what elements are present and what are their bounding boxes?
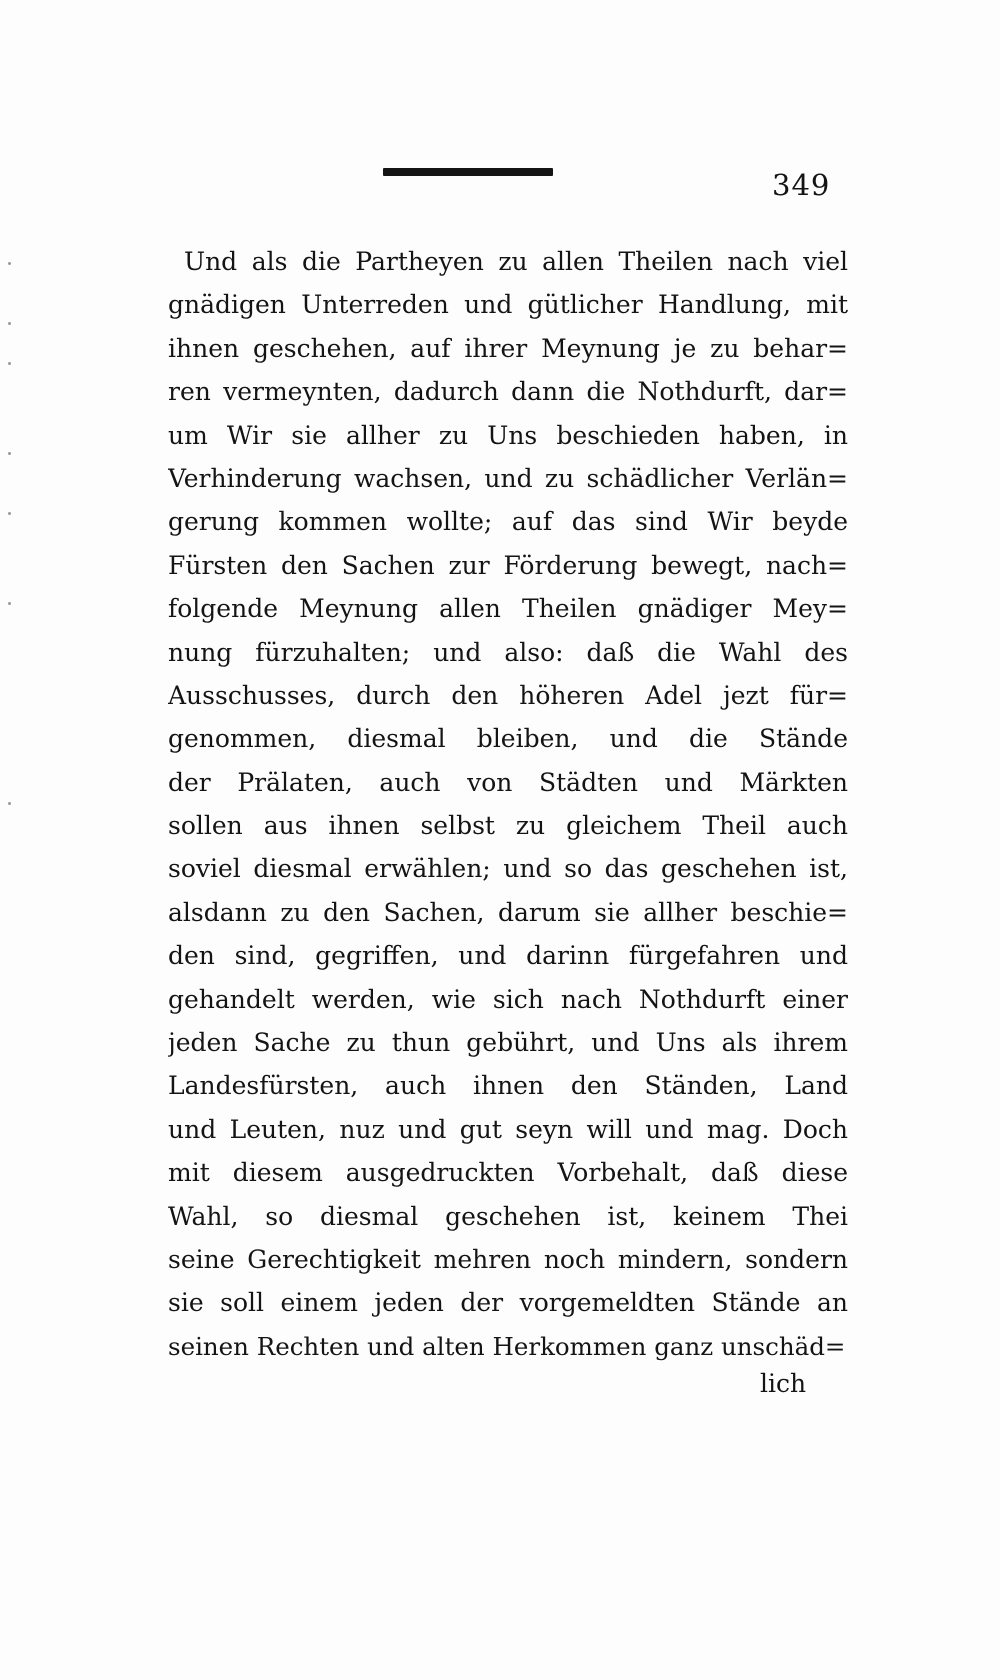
text-line: ren vermeynten, dadurch dann die Nothdurft, dar=: [168, 377, 848, 407]
text-line: folgende Meynung allen Theilen gnädiger Mey=: [168, 594, 848, 624]
text-line: um Wir sie allher zu Uns beschieden haben, in: [168, 420, 848, 450]
page-number: 349: [772, 168, 831, 202]
text-line: und Leuten, nuz und gut seyn will und mag. Doch: [168, 1114, 848, 1144]
text-line: gehandelt werden, wie sich nach Nothdurft einer: [168, 984, 848, 1014]
text-line: Wahl, so diesmal geschehen ist, keinem Thei: [168, 1201, 848, 1231]
text-line: der Prälaten, auch von Städten und Märkten: [168, 767, 848, 797]
body-text: [168, 240, 848, 1368]
text-line: gnädigen Unterreden und gütlicher Handlung, mit: [168, 290, 848, 320]
text-line: den sind, gegriffen, und darinn fürgefahren und: [168, 941, 848, 971]
text-line: gerung kommen wollte; auf das sind Wir beyde: [168, 507, 848, 537]
margin-speck: [8, 262, 11, 265]
text-line: mit diesem ausgedruckten Vorbehalt, daß diese: [168, 1158, 848, 1188]
margin-speck: [8, 452, 11, 455]
margin-speck: [8, 802, 11, 805]
text-line: Verhinderung wachsen, und zu schädlicher Verlän=: [168, 463, 848, 493]
margin-speck: [8, 362, 11, 365]
text-line: Landesfürsten, auch ihnen den Ständen, Land: [168, 1071, 848, 1101]
text-line: ihnen geschehen, auf ihrer Meynung je zu behar=: [168, 333, 848, 363]
text-line: Fürsten den Sachen zur Förderung bewegt, nach=: [168, 550, 848, 580]
text-line: seinen Rechten und alten Herkommen ganz unschäd=: [168, 1331, 846, 1361]
text-line: sie soll einem jeden der vorgemeldten Stände an: [168, 1288, 848, 1318]
header-rule: [383, 168, 553, 176]
text-line: seine Gerechtigkeit mehren noch mindern, sondern: [168, 1244, 848, 1274]
margin-speck: [8, 602, 11, 605]
text-line: Ausschusses, durch den höheren Adel jezt für=: [168, 680, 848, 710]
text-line: jeden Sache zu thun gebührt, und Uns als ihrem: [168, 1028, 848, 1058]
margin-speck: [8, 512, 11, 515]
text-line: soviel diesmal erwählen; und so das geschehen ist,: [168, 854, 848, 884]
text-line: genommen, diesmal bleiben, und die Stände: [168, 724, 848, 754]
text-line: Und als die Partheyen zu allen Theilen nach viel: [184, 247, 848, 276]
text-line: sollen aus ihnen selbst zu gleichem Theil auch: [168, 811, 848, 841]
margin-speck: [8, 322, 11, 325]
catchword: lich: [760, 1369, 807, 1398]
text-line: nung fürzuhalten; und also: daß die Wahl des: [168, 637, 848, 667]
text-line: alsdann zu den Sachen, darum sie allher beschie=: [168, 897, 848, 927]
